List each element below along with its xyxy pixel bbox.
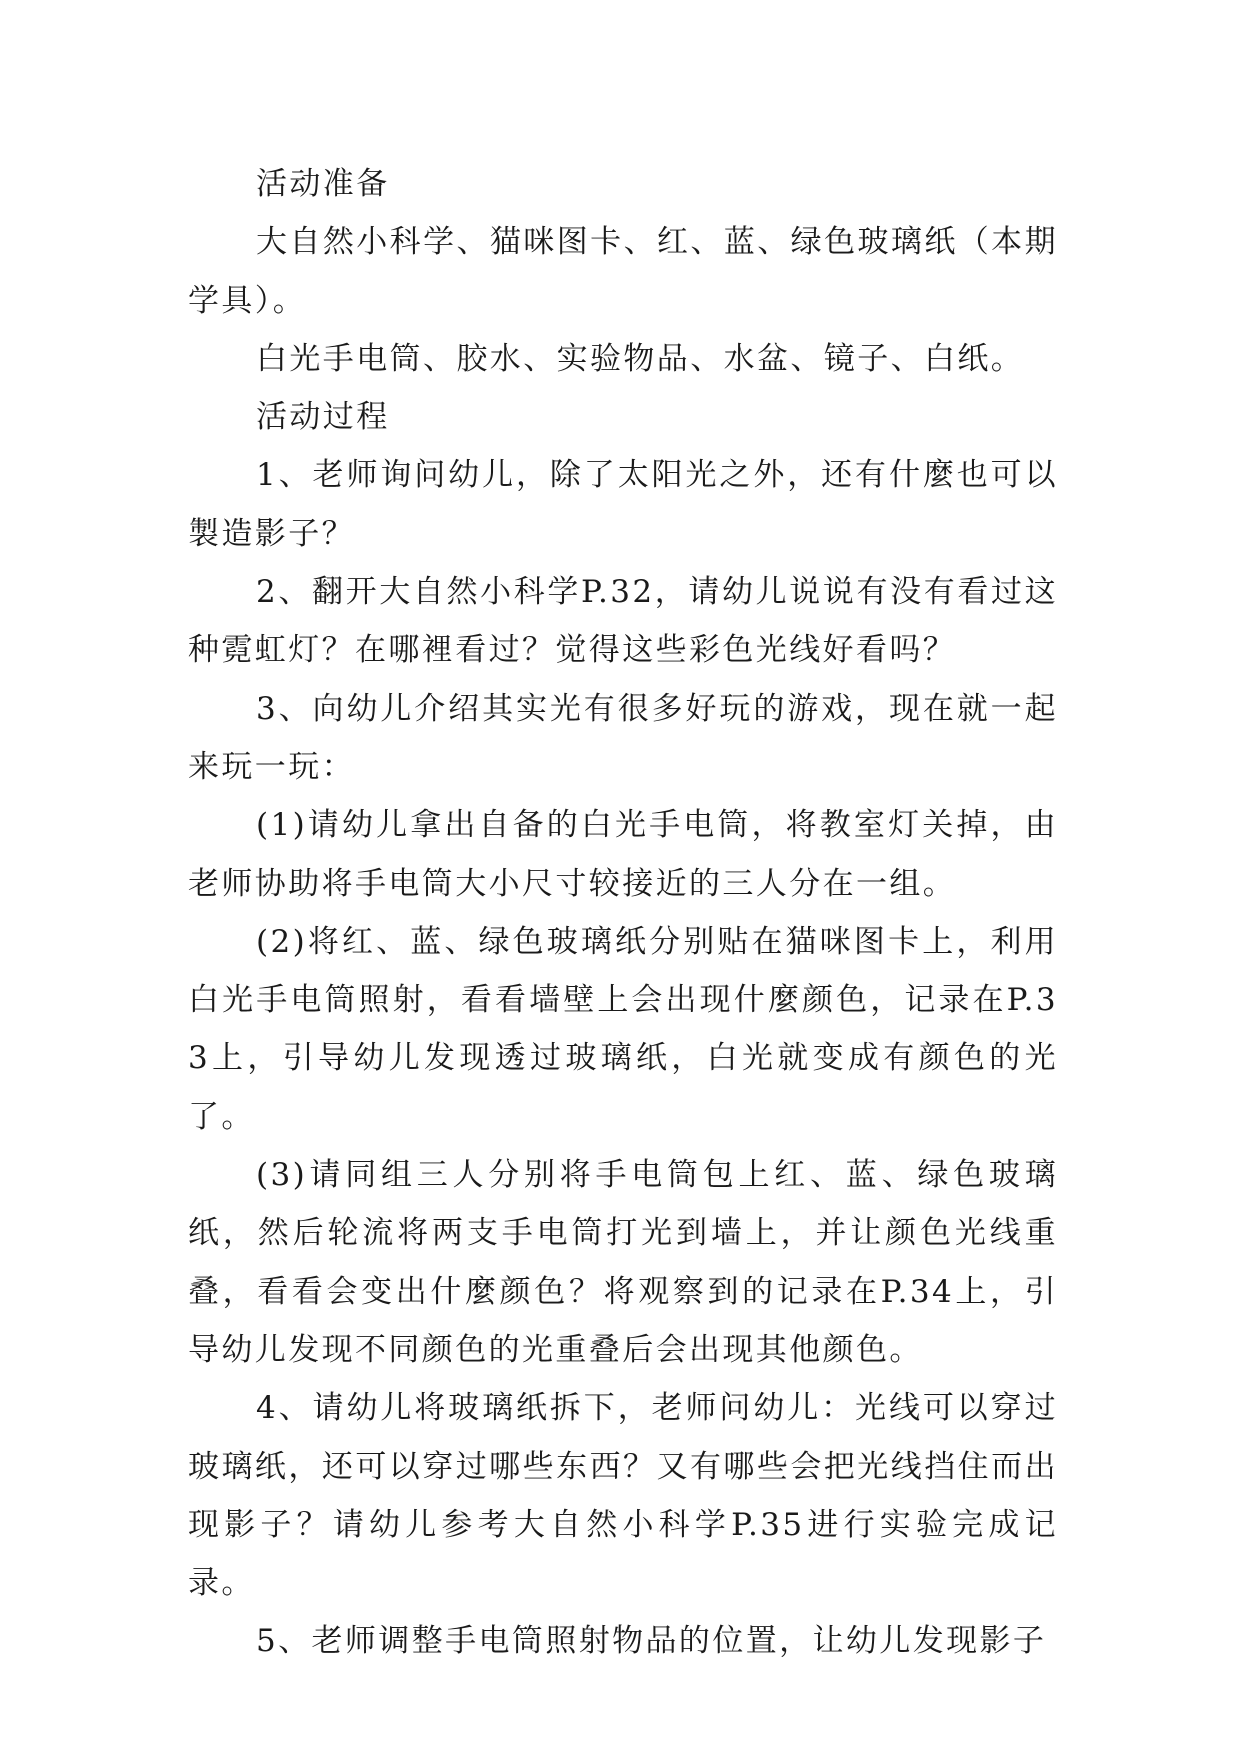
paragraph-materials: 大自然小科学、猫咪图卡、红、蓝、绿色玻璃纸（本期学具）。 (188, 224, 1058, 319)
paragraph-supplies: 白光手电筒、胶水、实验物品、水盆、镜子、白纸。 (256, 340, 1025, 377)
paragraph-substep-2: (2)将红、蓝、绿色玻璃纸分别贴在猫咪图卡上，利用白光手电筒照射，看看墙壁上会出现什麼颜色，记录在P.33上，引导幼儿发现透过玻璃纸，白光就变成有颜色的光了。 (188, 923, 1058, 1135)
paragraph-substep-3: (3)请同组三人分别将手电筒包上红、蓝、绿色玻璃纸，然后轮流将两支手电筒打光到墙上，并让颜色光线重叠，看看会变出什麼颜色？将观察到的记录在P.34上，引导幼儿发现不同颜色的光重叠后会出现其他颜色。 (188, 1157, 1058, 1368)
document-body (188, 155, 1058, 1671)
heading-activity-preparation: 活动准备 (256, 166, 390, 202)
paragraph-step-3: 3、向幼儿介绍其实光有很多好玩的游戏，现在就一起来玩一玩： (188, 690, 1058, 785)
paragraph-step-4: 4、请幼儿将玻璃纸拆下，老师问幼儿：光线可以穿过玻璃纸，还可以穿过哪些东西？又有哪些会把光线挡住而出现影子？请幼儿参考大自然小科学P.35进行实验完成记录。 (188, 1390, 1058, 1602)
paragraph-step-1: 1、老师询问幼儿，除了太阳光之外，还有什麼也可以製造影子？ (188, 457, 1058, 552)
heading-activity-process: 活动过程 (256, 399, 390, 436)
paragraph-substep-1: (1)请幼儿拿出自备的白光手电筒，将教室灯关掉，由老师协助将手电筒大小尺寸较接近的三人分在一组。 (188, 807, 1058, 902)
paragraph-step-5: 5、老师调整手电筒照射物品的位置，让幼儿发现影子 (256, 1623, 1047, 1660)
paragraph-step-2: 2、翻开大自然小科学P.32，请幼儿说说有没有看过这种霓虹灯？在哪裡看过？觉得这些彩色光线好看吗？ (188, 574, 1058, 669)
